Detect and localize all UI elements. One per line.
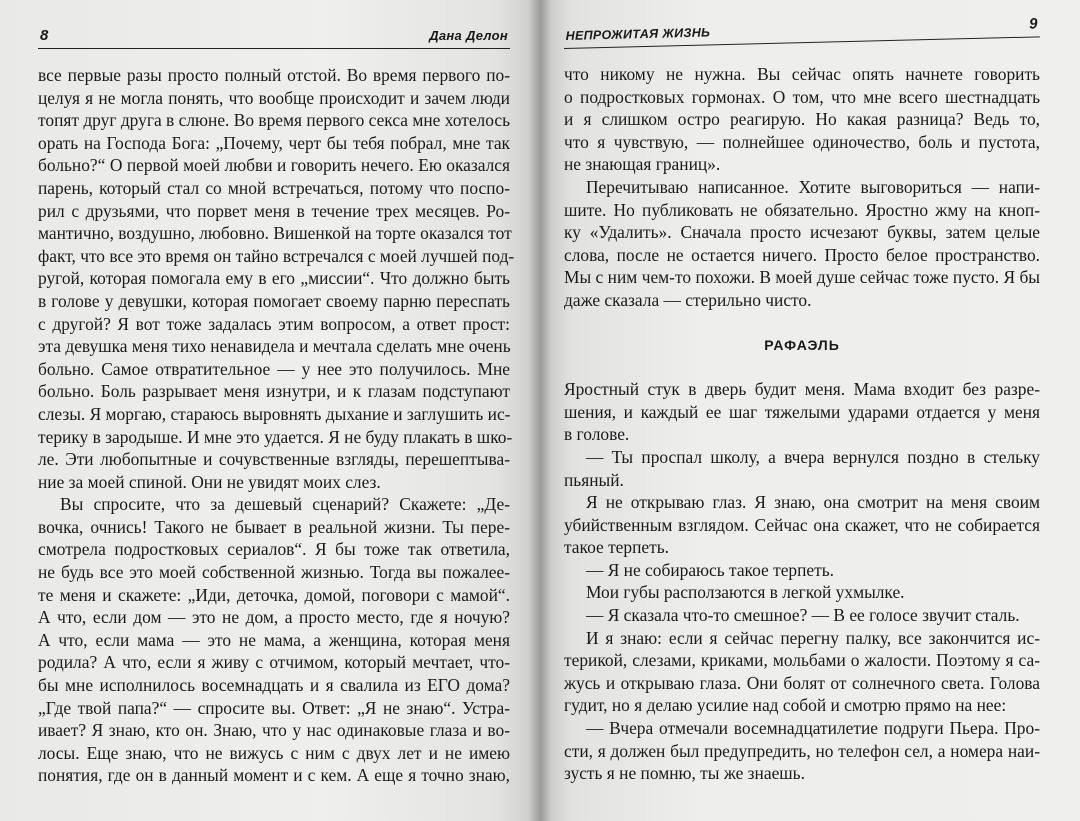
text-line: терикой, слезами, криками, мольбами о жалости. Поэтому я са- <box>564 650 1040 671</box>
right-page <box>540 0 1080 821</box>
text-line: больно. Боль разрывает меня изнутри, и к глазам подступают <box>38 381 510 402</box>
text-line: что никому не нужна. Вы сейчас опять начнете говорить <box>564 64 1040 84</box>
left-page-header <box>38 18 510 49</box>
text-line: жусь и открываю глаза. Они болят от солнечного света. Голова <box>564 672 1040 693</box>
text-line: такое терпеть. <box>564 537 669 558</box>
text-line: Мои губы расползаются в легкой ухмылке. <box>586 582 905 603</box>
text-line: факт, что все это время он тайно встречался с моей лучшей под- <box>38 245 515 266</box>
chapter-heading: РАФАЭЛЬ <box>764 336 840 353</box>
text-line: смотрела подростковых сериалов“. Я бы тоже так ответила, <box>38 539 510 560</box>
text-line: шите. Но публиковать не обязательно. Яростно жму на кноп- <box>564 199 1040 220</box>
text-line: ивает? Я знаю, кто он. Знаю, что у нас одинаковые глаза и во- <box>38 720 510 741</box>
text-line: не будь все это моей собственной жизнью. Тогда вы пожалее- <box>38 562 510 583</box>
left-page-body <box>38 64 515 787</box>
page-number: 9 <box>1028 15 1038 33</box>
text-line: убийственным взглядом. Сейчас она скажет, что не собирается <box>564 514 1040 535</box>
text-line: Перечитываю написанное. Хотите выговориться — напи- <box>586 176 1040 197</box>
text-line: бы мне исполнилось восемнадцать и я свалила из ЕГО дома? <box>38 675 510 696</box>
text-line: лосы. Еще знаю, что не вижусь с ним с двух лет и не имею <box>38 742 510 763</box>
text-line: ле. Эти любопытные и сочувственные взгляды, перешептыва- <box>38 449 510 470</box>
text-line: что я чувствую, — полнейшее одиночество, боль и пустота, <box>564 131 1040 152</box>
text-line: вочка, очнись! Такого не бывает в реальной жизни. Ты пере- <box>38 516 510 537</box>
text-line: орать на Господа Бога: „Почему, черт бы тебя побрал, мне так <box>38 132 510 153</box>
text-line: мантично, воздушно, любовно. Вишенкой на торте оказался тот <box>38 223 512 244</box>
text-line: Вы спросите, что за дешевый сценарий? Скажете: „Де- <box>60 494 510 515</box>
text-line: терику в зародыше. И мне это удается. Я не буду плакать в шко- <box>38 426 513 447</box>
right-page-body <box>564 63 1040 785</box>
text-line: — Я не собираюсь такое терпеть. <box>586 559 835 580</box>
text-line: парень, который стал со мной встречаться, потому что поспо- <box>38 177 510 198</box>
text-line: И я знаю: если я сейчас перегну палку, все закончится ис- <box>586 627 1040 648</box>
text-line: слезы. Я моргаю, стараюсь выровнять дыхание и заглушить ис- <box>38 403 511 424</box>
text-line: Мы с ним чем-то похожи. В моей душе сейчас тоже пусто. Я бы <box>564 267 1040 288</box>
text-line: шения, и каждый ее шаг тяжелыми ударами отдается у меня <box>564 401 1040 422</box>
text-line: ку «Удалить». Сначала просто исчезают буквы, затем целые <box>564 222 1040 243</box>
text-line: — Вчера отмечали восемнадцатилетие подруги Пьера. Про- <box>586 718 1040 739</box>
text-line: Яростный стук в дверь будит меня. Мама входит без разре- <box>564 379 1040 400</box>
text-line: понятия, где он в данный момент и с кем. А еще я точно знаю, <box>38 765 510 786</box>
text-line: пьяный. <box>564 469 624 490</box>
running-head-title: НЕПРОЖИТАЯ ЖИЗНЬ <box>565 25 711 43</box>
text-line: эта девушка меня тихо ненавидела и мечтала сделать мне очень <box>38 336 511 357</box>
text-line: и я слишком остро реагирую. Но какая разница? Ведь то, <box>564 109 1040 130</box>
text-line: рил с друзьями, что порвет меня в течение трех месяцев. Ро- <box>38 200 510 221</box>
text-line: Я не открываю глаз. Я знаю, она смотрит на меня своим <box>586 492 1040 513</box>
text-line: ние за моей спиной. Они не увидят моих слез. <box>38 471 381 492</box>
text-line: больно. Самое отвратительное — у нее это получилось. Мне <box>38 358 510 379</box>
right-page-header <box>563 6 1040 49</box>
text-line: о подростковых гормонах. О том, что мне всего шестнадцать <box>564 86 1040 107</box>
running-head-author: Дана Делон <box>429 28 508 43</box>
text-line: не знающая границ». <box>564 154 721 175</box>
text-line: те меня и скажете: „Иди, деточка, домой, поговори с мамой“. <box>38 584 510 605</box>
text-line: зусть я не помню, ты же знаешь. <box>564 763 805 784</box>
text-line: гудит, но я делаю усилие над собой и смотрю прямо на нее: <box>564 695 1007 716</box>
page-number: 8 <box>40 27 49 44</box>
text-line: ругой, которая помогала ему в его „миссии“. Что должно быть <box>38 268 510 289</box>
text-line: с другой? Я вот тоже задалась этим вопросом, а ответ прост: <box>38 313 510 334</box>
text-line: все первые разы просто полный отстой. Во время первого по- <box>38 65 510 85</box>
text-line: даже сказала — стерильно чисто. <box>564 289 812 310</box>
text-line: топят друг друга в слюне. Во время первого секса мне хотелось <box>38 110 510 131</box>
text-line: „Где твой папа?“ — спросите вы. Ответ: „Я не знаю“. Устра- <box>38 697 510 718</box>
text-line: А что, если мама — это не мама, а женщина, которая меня <box>38 629 510 650</box>
text-line: сти, я должен был предупредить, но телефон сел, а номера наи- <box>564 740 1040 761</box>
text-line: больно?“ О первой моей любви и говорить нечего. Ею оказался <box>38 155 510 176</box>
text-line: — Я сказала что-то смешное? — В ее голосе звучит сталь. <box>586 605 1020 626</box>
text-line: А что, если дом — это не дом, а просто место, где я ночую? <box>38 607 510 628</box>
text-line: родила? А что, если я живу с отчимом, который мечтает, что- <box>38 652 510 673</box>
text-line: целуя я не могла понять, что вообще происходит и зачем люди <box>38 87 510 108</box>
text-line: — Ты проспал школу, а вчера вернулся поздно в стельку <box>586 446 1040 467</box>
text-line: в голове. <box>564 424 630 445</box>
text-line: в голове у девушки, которая помогает своему парню переспать <box>38 290 510 311</box>
text-line: слова, после не остается ничего. Просто белое пространство. <box>564 244 1040 265</box>
